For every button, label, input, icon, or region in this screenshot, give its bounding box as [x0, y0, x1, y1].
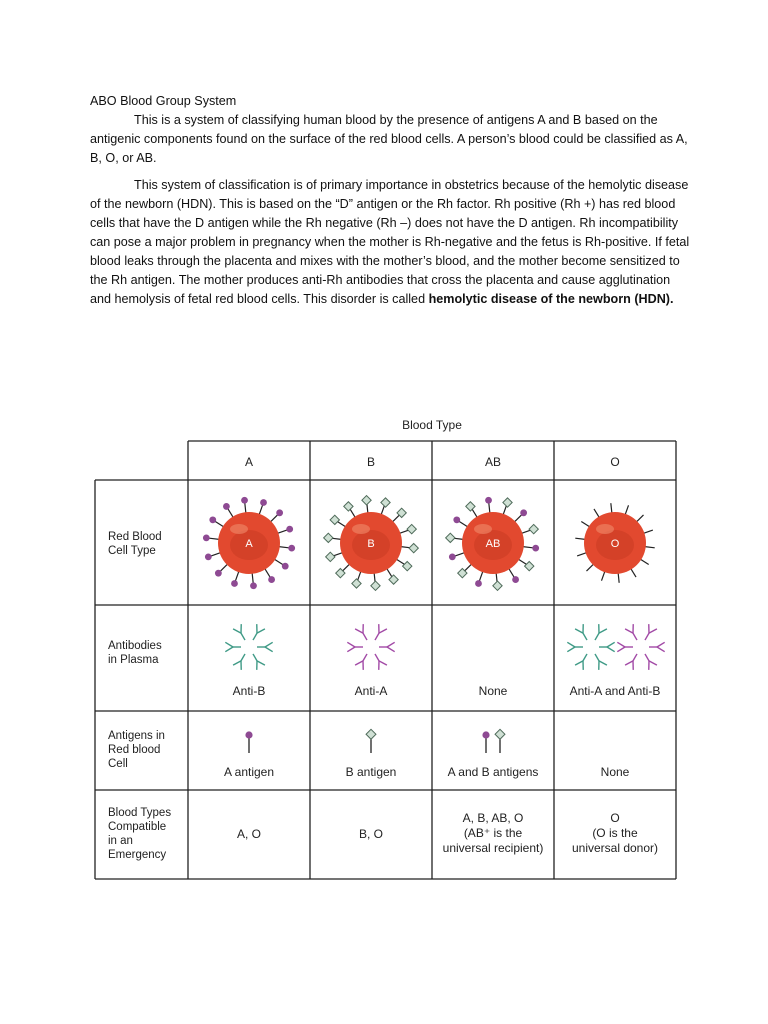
antibody-arm	[649, 661, 657, 665]
antibody-arm	[625, 661, 633, 665]
column-header-b: B	[366, 455, 376, 469]
antigen-b-marker	[493, 581, 502, 590]
column-header-ab: AB	[484, 455, 502, 469]
antigen-b-marker	[344, 502, 353, 511]
compatible-a: A, O	[236, 827, 262, 841]
antigen-a-marker	[260, 499, 267, 506]
row-label-line: Cell Type	[108, 545, 156, 557]
antigen-b-marker	[371, 581, 380, 590]
compatible-ab-line: universal recipient)	[442, 841, 544, 855]
column-header-o: O	[610, 455, 620, 469]
row-label-line: Blood Types	[108, 807, 172, 819]
row-label-antigens	[108, 730, 165, 770]
antigen-b-marker	[466, 502, 475, 511]
antibody-stem	[633, 633, 637, 640]
antibody-arm	[379, 661, 387, 665]
compatible-o-line: (O is the	[592, 826, 638, 840]
antigen-a-marker	[532, 545, 539, 552]
antibody-arm	[607, 642, 615, 647]
antibody-arm	[379, 629, 387, 633]
antigen-caption-o: None	[600, 765, 630, 779]
antigen-a-marker	[215, 570, 222, 577]
paragraph-2	[90, 176, 690, 309]
anti-b-antibody-cluster	[225, 624, 272, 670]
antibody-arm	[617, 647, 625, 652]
antibody-arm	[575, 629, 583, 633]
antigen-b-marker	[409, 543, 418, 552]
paragraph-2-text: This system of classification is of primary importance in obstetrics because of the hemolytic disease of the newborn (HDN). This is based on the “D” antigen or the Rh factor. Rh positive (Rh +) has red blood cells that have the D antigen while the Rh negative (Rh –) does not have the D antigen. Rh incompatibility can pose a major problem in pregnancy when the mother is Rh-negative and the fetus is Rh-positive. If fetal blood leaks through the placenta and mixes with the mother’s blood, and the mother become sensitized to the Rh antigen. The mother produces anti-Rh antibodies that cross the placenta and cause agglutination and hemolysis of fetal red blood cells. This disorder is called	[90, 178, 690, 306]
antibody-arm	[599, 661, 607, 665]
antigen-b-marker	[403, 561, 412, 570]
compatible-ab-line: A, B, AB, O	[462, 811, 524, 825]
antibody-arm	[355, 629, 363, 633]
antibody-stem	[633, 654, 637, 661]
antibody-arm	[567, 647, 575, 652]
antigen-a-marker	[231, 580, 238, 587]
antibody-arm	[257, 629, 265, 633]
row-label-line: Emergency	[108, 849, 167, 861]
row-label-compatible	[108, 807, 171, 861]
antigen-a-marker	[286, 526, 293, 533]
antibody-arm	[233, 661, 241, 665]
cell-highlight	[474, 524, 492, 534]
compatible-o-line: O	[610, 811, 620, 825]
antibody-arm	[355, 661, 363, 665]
antibody-arm	[607, 647, 615, 652]
row-label-line: Red blood	[108, 744, 161, 756]
antigen-b-marker	[324, 533, 333, 542]
antigen-b-marker	[529, 524, 538, 533]
antigen-caption-a: A antigen	[223, 765, 275, 779]
paragraph-1: This is a system of classifying human blood by the presence of antigens A and B based on the antigenic components found on the surface of the red blood cells. A person’s blood could be classified as A, B, O, or AB.	[90, 113, 688, 165]
antigen-a-marker	[485, 497, 492, 504]
paragraph-2-bold: hemolytic disease of the newborn (HDN).	[428, 292, 674, 306]
antigen-a-marker	[241, 497, 248, 504]
antigen-b-marker	[503, 498, 512, 507]
antigen-caption-ab: A and B antigens	[447, 765, 539, 779]
cell-label-b: B	[367, 538, 375, 550]
antibody-arm	[225, 642, 233, 647]
antibody-arm	[265, 647, 273, 652]
cell-highlight	[230, 524, 248, 534]
compatible-o	[572, 811, 658, 855]
antibody-stem	[645, 654, 649, 661]
compatible-ab-line: (AB⁺ is the	[463, 826, 523, 840]
antibody-clusters	[225, 624, 664, 670]
antigen-b-marker	[352, 579, 361, 588]
antigen-b-marker	[407, 524, 416, 533]
antibody-arm	[625, 629, 633, 633]
antibody-stem	[375, 633, 379, 640]
column-header-a: A	[244, 455, 254, 469]
antibody-stem	[595, 654, 599, 661]
antibody-stem	[375, 654, 379, 661]
antibody-caption-a: Anti-B	[232, 684, 266, 698]
cell-label-o: O	[610, 538, 620, 550]
compatible-b: B, O	[358, 827, 384, 841]
antigen-a-marker	[276, 509, 283, 516]
antibody-stem	[583, 654, 587, 661]
row-label-antibodies	[108, 640, 162, 666]
cell-highlight	[352, 524, 370, 534]
row-label-line: Compatible	[108, 821, 167, 833]
antibody-stem	[595, 633, 599, 640]
antigen-caption-b: B antigen	[345, 765, 397, 779]
antibody-arm	[657, 647, 665, 652]
antibody-stem	[241, 633, 245, 640]
antibody-arm	[575, 661, 583, 665]
row-label-line: Antibodies	[108, 640, 162, 652]
cell-label-a: A	[245, 538, 253, 550]
cell-label-ab: AB	[485, 538, 501, 550]
document-body	[90, 92, 690, 309]
row-label-line: in Plasma	[108, 654, 159, 666]
antigen-b-marker	[381, 498, 390, 507]
blood-type-figure	[88, 412, 688, 882]
row-label-line: Antigens in	[108, 730, 165, 742]
compatible-o-line: universal donor)	[571, 841, 659, 855]
antigen-a-marker	[449, 553, 456, 560]
antigen-a-marker	[250, 582, 257, 589]
antigen-b-marker	[326, 552, 335, 561]
antibody-stem	[241, 654, 245, 661]
antibody-arm	[387, 647, 395, 652]
antigen-a-icon	[245, 731, 252, 753]
antibody-arm	[599, 629, 607, 633]
antibody-arm	[657, 642, 665, 647]
antigen-b-marker	[446, 533, 455, 542]
antibody-arm	[257, 661, 265, 665]
antigen-b-icon	[366, 729, 376, 753]
antibody-stem	[253, 633, 257, 640]
antibody-stem	[363, 633, 367, 640]
anti-b-antibody-cluster-o	[567, 624, 614, 670]
antibody-arm	[387, 642, 395, 647]
antibody-stem	[645, 633, 649, 640]
antigen-a-marker	[282, 563, 289, 570]
antigen-a-marker	[205, 553, 212, 560]
antibody-caption-o: Anti-A and Anti-B	[569, 684, 661, 698]
antibody-arm	[617, 642, 625, 647]
row-label-line: Cell	[108, 758, 128, 770]
antibody-arm	[225, 647, 233, 652]
blood-type-table	[88, 412, 688, 882]
antigen-b-marker	[389, 575, 398, 584]
antibody-stem	[583, 633, 587, 640]
row-label-line: in an	[108, 835, 133, 847]
antibody-arm	[567, 642, 575, 647]
antigen-a-marker	[268, 576, 275, 583]
antigen-a-marker	[512, 576, 519, 583]
antibody-arm	[265, 642, 273, 647]
antigen-a-marker	[288, 545, 295, 552]
antigen-b-marker	[330, 515, 339, 524]
row-label-line: Red Blood	[108, 531, 162, 543]
antibody-arm	[233, 629, 241, 633]
antigen-a-marker	[475, 580, 482, 587]
anti-a-antibody-cluster	[347, 624, 394, 670]
antibody-stem	[253, 654, 257, 661]
antigen-a-marker	[203, 534, 210, 541]
antibody-arm	[347, 642, 355, 647]
antigen-b-marker	[525, 561, 534, 570]
section-heading: ABO Blood Group System	[90, 94, 237, 108]
antigen-b-marker	[362, 496, 371, 505]
antibody-stem	[363, 654, 367, 661]
antigen-a-marker	[520, 509, 527, 516]
row-label-rbc	[108, 531, 162, 557]
antibody-arm	[649, 629, 657, 633]
antigen-a-marker	[223, 503, 230, 510]
anti-a-antibody-cluster-o	[617, 624, 664, 670]
antigen-a-marker	[209, 516, 216, 523]
antibody-caption-b: Anti-A	[354, 684, 388, 698]
antigen-ab-icon	[482, 729, 505, 753]
antibody-caption-ab: None	[478, 684, 508, 698]
figure-title: Blood Type	[402, 418, 462, 432]
red-blood-cells	[203, 496, 655, 591]
compatible-ab	[443, 811, 544, 855]
antigen-a-marker	[453, 516, 460, 523]
antibody-arm	[347, 647, 355, 652]
cell-highlight	[596, 524, 614, 534]
